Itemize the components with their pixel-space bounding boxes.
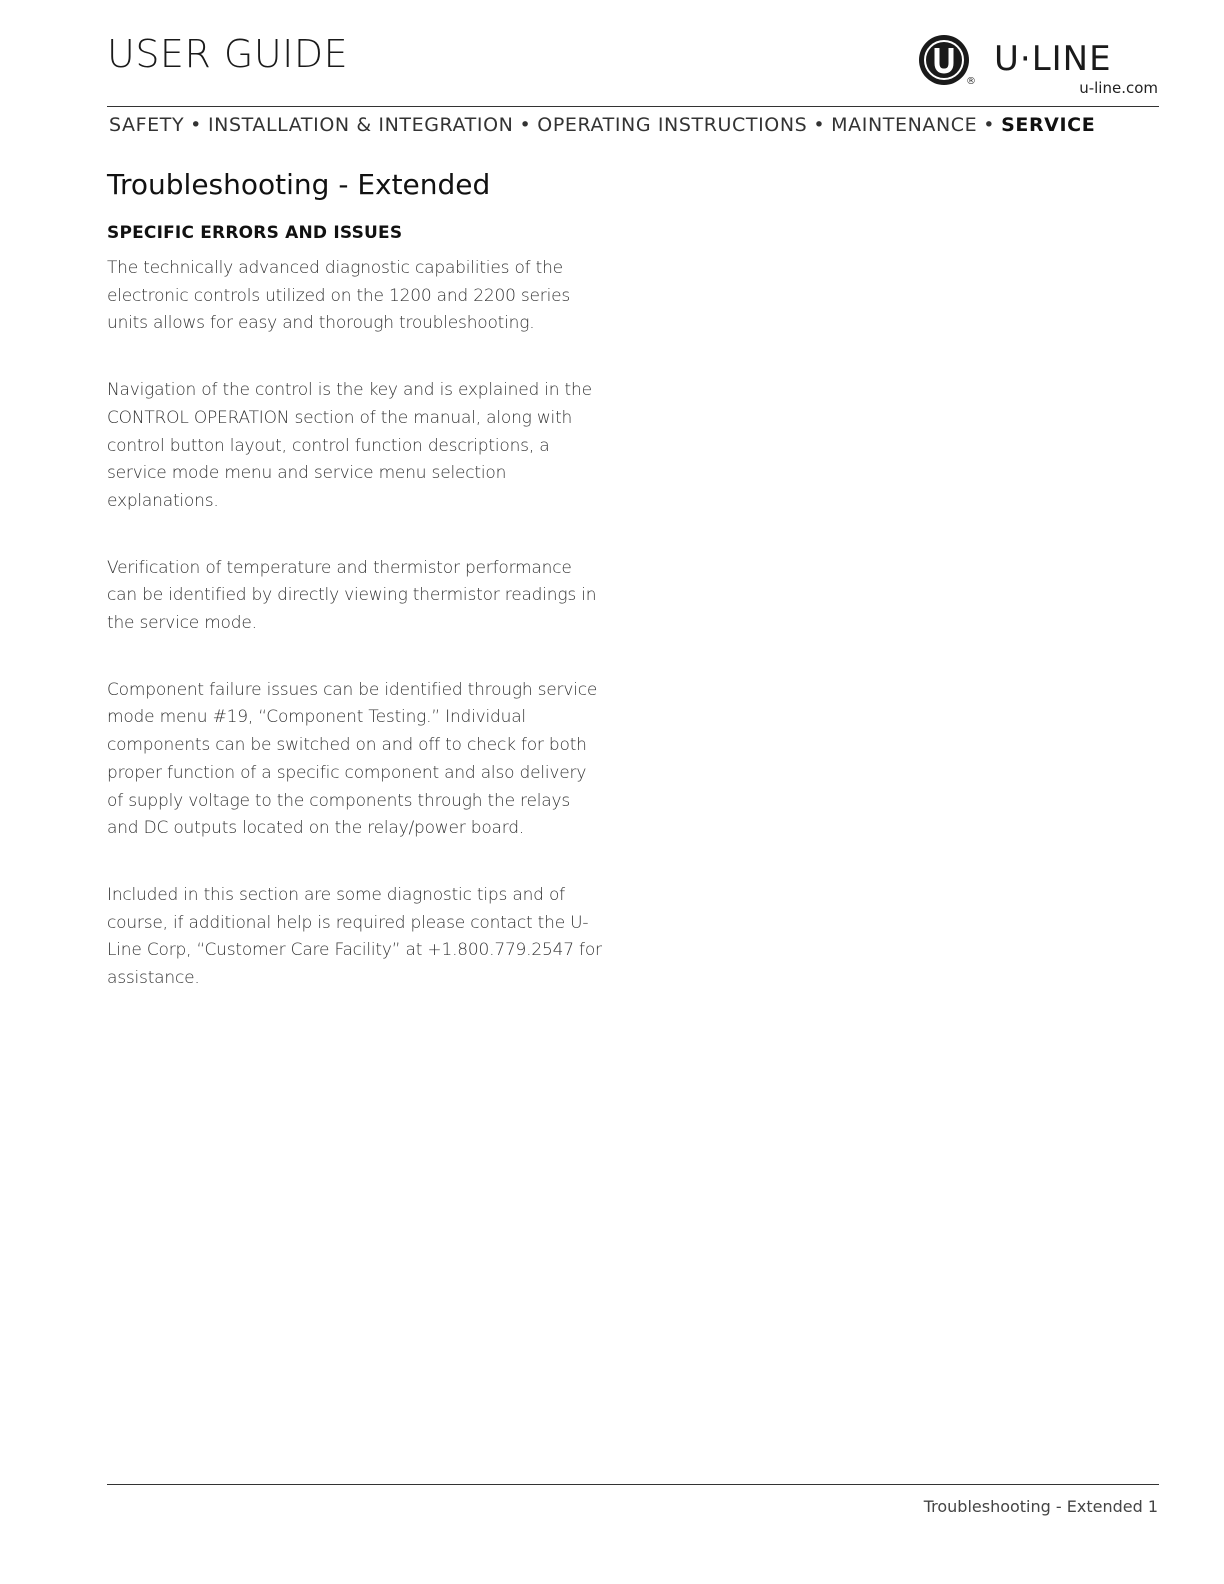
section-title: Troubleshooting - Extended (107, 168, 491, 201)
body-text (107, 255, 602, 1032)
nav-item-installation: INSTALLATION & INTEGRATION (207, 114, 514, 136)
paragraph: Component failure issues can be identified through service mode menu #19, “Component Testing.” Individual components can be switched on and off to check for both proper function of a specific component and also delivery of supply voltage to the components through the relays and DC outputs located on the relay/power board. (107, 679, 598, 839)
paragraph: Verification of temperature and thermistor performance can be identified by directly viewing thermistor readings in the service mode. (107, 557, 597, 634)
header-divider (107, 106, 1159, 107)
section-nav (109, 114, 1161, 136)
paragraph: Navigation of the control is the key and is explained in the CONTROL OPERATION section of the manual, along with control button layout, control function descriptions, a service mode menu and service menu selection explanations. (107, 380, 592, 511)
footer-divider (107, 1484, 1159, 1485)
nav-separator: • (983, 114, 996, 136)
brand-name: U·LINE (994, 39, 1112, 79)
nav-separator: • (519, 114, 532, 136)
nav-separator: • (813, 114, 826, 136)
nav-separator: • (190, 114, 202, 136)
nav-item-service: SERVICE (1001, 114, 1096, 136)
brand-url: u-line.com (1079, 79, 1158, 97)
paragraph: The technically advanced diagnostic capabilities of the electronic controls utilized on the 1200 and 2200 series units allows for easy and thorough troubleshooting. (107, 258, 571, 334)
nav-item-operating: OPERATING INSTRUCTIONS (537, 114, 808, 136)
uline-circle-logo-icon (918, 34, 970, 86)
nav-item-maintenance: MAINTENANCE (831, 114, 978, 136)
page-footer: Troubleshooting - Extended 1 (923, 1497, 1158, 1516)
section-subheading: SPECIFIC ERRORS AND ISSUES (107, 223, 403, 243)
nav-item-safety: SAFETY (109, 114, 185, 136)
registered-mark: ® (966, 76, 976, 87)
document-title: USER GUIDE (107, 32, 349, 76)
brand-logo (918, 34, 1158, 98)
paragraph: Included in this section are some diagnostic tips and of course, if additional help is required please contact the U-Line Corp, “Customer Care Facility” at +1.800.779.2547 for assistance. (107, 884, 602, 989)
